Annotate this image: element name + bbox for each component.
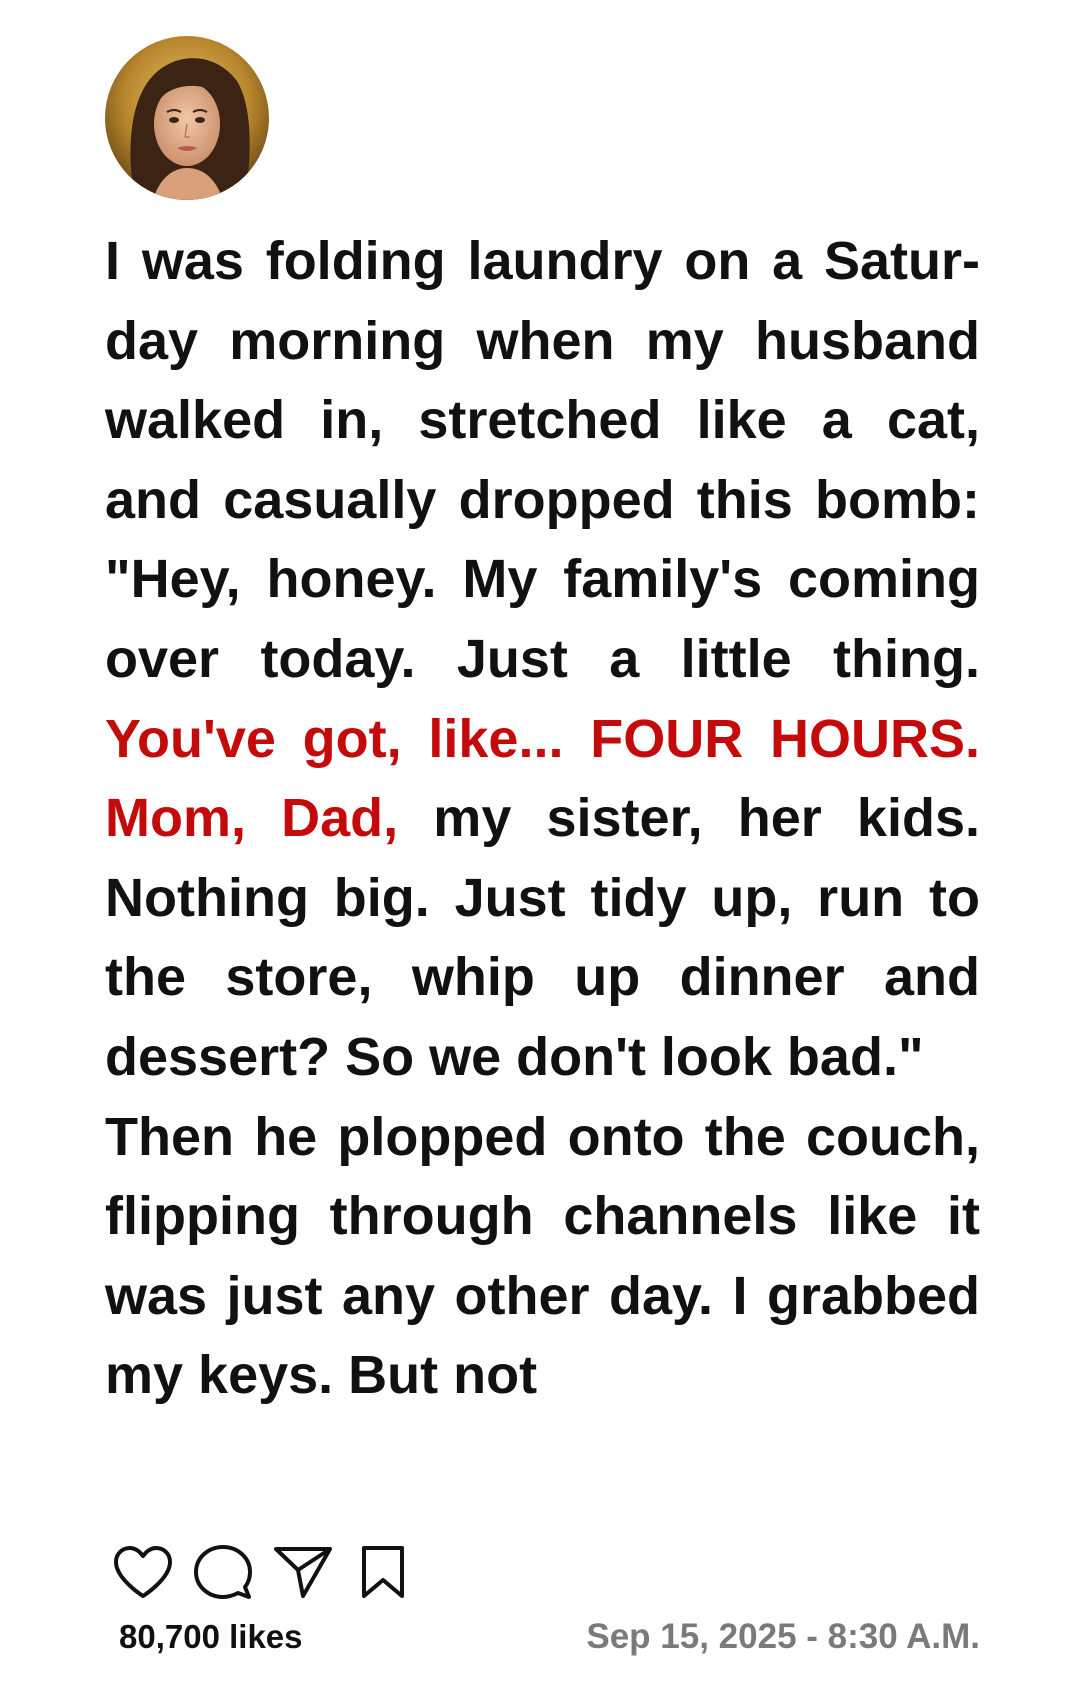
- share-button[interactable]: [270, 1540, 336, 1604]
- comment-button[interactable]: [190, 1540, 256, 1604]
- save-button[interactable]: [350, 1540, 416, 1604]
- post-caption: [105, 222, 980, 1416]
- comment-icon: [194, 1543, 252, 1601]
- share-icon: [273, 1544, 333, 1600]
- post-actions: [110, 1540, 416, 1604]
- heart-icon: [112, 1544, 174, 1600]
- caption-text: my sister, her kids. Nothing big. Just tidy up, run to the store, whip up dinner and dessert? So we don't look bad.": [105, 788, 980, 1087]
- caption-paragraph-1: [105, 222, 980, 1098]
- like-button[interactable]: [110, 1540, 176, 1604]
- post-timestamp: Sep 15, 2025 - 8:30 A.M.: [586, 1617, 980, 1656]
- avatar[interactable]: [105, 36, 269, 200]
- profile-photo-woman: [105, 36, 269, 200]
- caption-highlight: You've got, like... FOUR HOURS. Mom, Dad,: [105, 708, 980, 849]
- caption-paragraph-2: Then he plopped onto the couch, flipping through channels like it was just any other day. I grabbed my keys. But not: [105, 1106, 980, 1406]
- likes-count[interactable]: 80,700 likes: [119, 1618, 303, 1655]
- bookmark-icon: [360, 1544, 406, 1600]
- caption-text: I was folding laundry on a Saturday morning when my husband walked in, stretched like a cat, and casually dropped this bomb: "Hey, honey. My family's coming over today. Just a little thing.: [105, 231, 980, 689]
